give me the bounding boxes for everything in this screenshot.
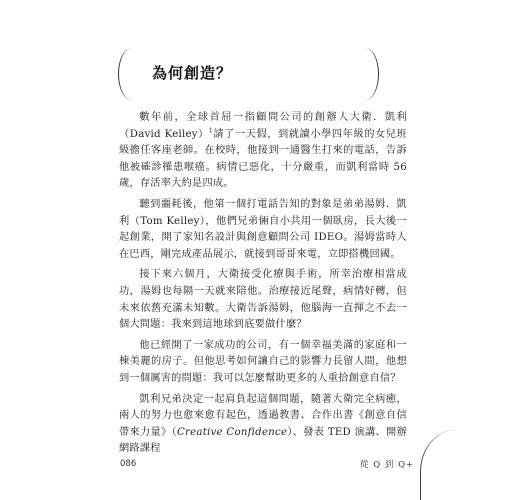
body-text	[119, 110, 407, 462]
paragraph-3: 接下來六個月，大衛接受化療與手術，所幸治療相當成功，湯姆也每隔一天就來陪他。治療接近尾聲，病情好轉，但未來依舊充滿未知數。大衛告訴湯姆，他腦海一直揮之不去一個大問題：我來到這地球到底要做什麼？	[119, 269, 407, 331]
book-title-english: Creative Confidence	[176, 426, 288, 438]
decorative-corner-bracket	[420, 430, 491, 500]
paragraph-2: 聽到噩耗後，他第一個打電話告知的對象是弟弟湯姆．凱利（Tom Kelley），他們兄弟倆自小共用一個臥房，長大後一起創業，開了家知名設計與創意顧問公司 IDEO。湯姆當時人在巴西，剛完成產品展示，就接到哥哥來電，立即搭機回國。	[119, 198, 407, 260]
paragraph-5	[119, 392, 407, 458]
heading-right-bracket	[352, 48, 379, 100]
running-title: 從 Q 到 Q+	[360, 460, 415, 470]
section-heading: 為何創造？	[152, 64, 233, 82]
page-number: 086	[120, 459, 137, 469]
paragraph-1-text: 數年前，全球首屈一指顧問公司的創辦人大衛．凱利（David Kelley）	[119, 112, 407, 140]
paragraph-5-text-cont: ）、發表 TED 演講、開辦網路課程	[119, 426, 407, 455]
footnote-marker: 1	[208, 127, 213, 135]
paragraph-4: 他已經開了一家成功的公司，有一個幸福美滿的家庭和一棟美麗的房子。但他思考如何讓自己的影響力長留人間，他想到一個厲害的問題：我可以怎麼幫助更多的人重拾創意自信？	[119, 339, 407, 384]
paragraph-1	[119, 110, 407, 193]
paragraph-5-text: 凱利兄弟決定一起肩負起這個問題，隨著大衛完全病癒，兩人的努力也愈來愈有起色，透過教書、合作出書《創意自信帶來力量》（	[119, 393, 407, 438]
heading-left-bracket	[118, 48, 145, 100]
paragraph-1-text-cont: 請了一天假，到就讀小學四年級的女兒班級擔任客座老師。在校時，他接到一通醫生打來的電話，告訴他被確診罹患喉癌。病情已惡化，十分嚴重，而凱利當時 56 歲，存活率大約是四成。	[119, 128, 407, 190]
